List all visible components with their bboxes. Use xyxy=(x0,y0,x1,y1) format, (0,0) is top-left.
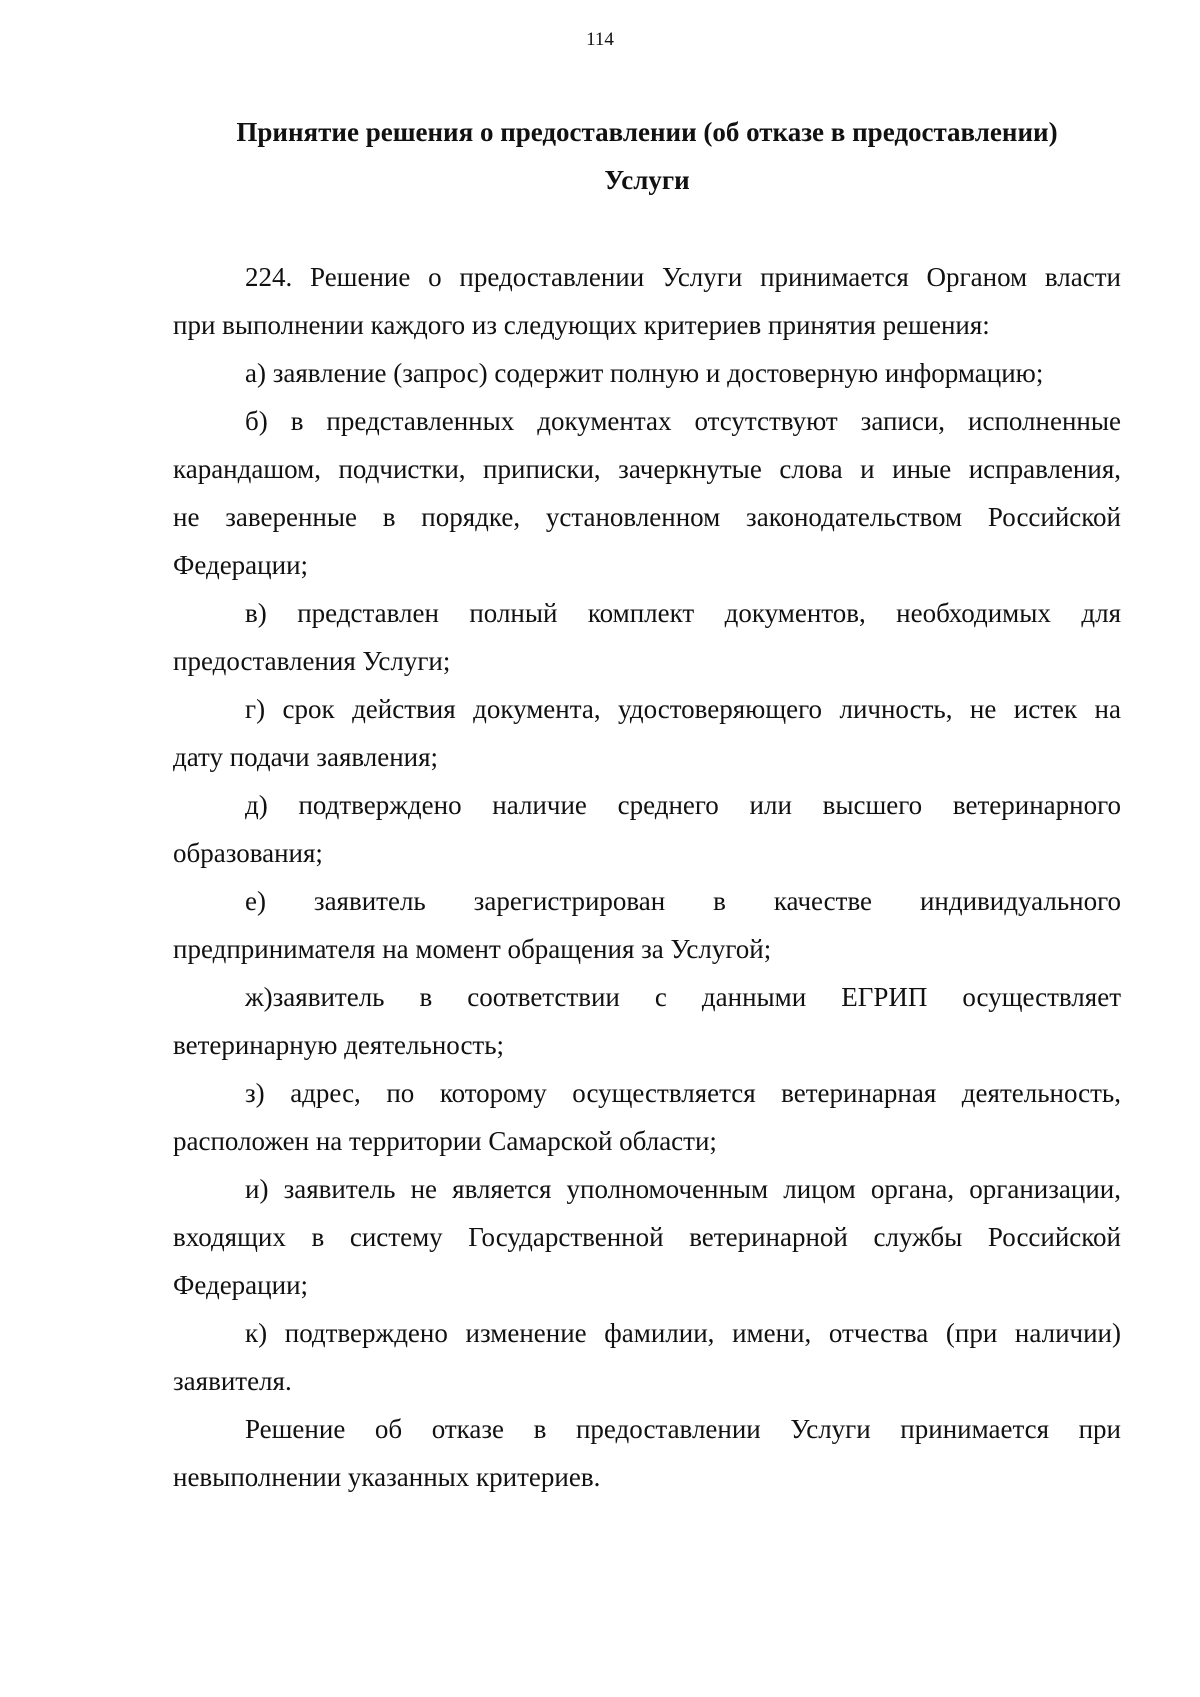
text-line: невыполнении указанных критериев. xyxy=(173,1462,601,1492)
text-line: ж)заявитель в соответствии с данными ЕГРИП осуществляет xyxy=(245,982,1121,1012)
text-line: дату подачи заявления; xyxy=(173,742,439,772)
text-line: Федерации; xyxy=(173,550,309,580)
criterion-i xyxy=(173,1165,1121,1309)
text-line: входящих в систему Государственной ветеринарной службы Российской xyxy=(173,1222,1121,1252)
text-line: и) заявитель не является уполномоченным лицом органа, организации, xyxy=(245,1174,1121,1204)
section-heading xyxy=(173,108,1121,204)
text-line: з) адрес, по которому осуществляется ветеринарная деятельность, xyxy=(245,1078,1121,1108)
text-line: г) срок действия документа, удостоверяющего личность, не истек на xyxy=(245,694,1121,724)
criterion-b xyxy=(173,397,1121,589)
text-line: 224. Решение о предоставлении Услуги принимается Органом власти xyxy=(245,262,1121,292)
criterion-g xyxy=(173,685,1121,781)
text-line: Решение об отказе в предоставлении Услуги принимается при xyxy=(245,1414,1121,1444)
text-line: к) подтверждено изменение фамилии, имени, отчества (при наличии) xyxy=(245,1318,1121,1348)
text-line: не заверенные в порядке, установленном законодательством Российской xyxy=(173,502,1121,532)
text-line: е) заявитель зарегистрирован в качестве индивидуального xyxy=(245,886,1121,916)
text-line: а) заявление (запрос) содержит полную и достоверную информацию; xyxy=(245,358,1044,388)
criterion-a xyxy=(173,349,1121,397)
text-line: карандашом, подчистки, приписки, зачеркнутые слова и иные исправления, xyxy=(173,454,1121,484)
text-line: Федерации; xyxy=(173,1270,309,1300)
document-body xyxy=(173,253,1121,1501)
criterion-zh xyxy=(173,973,1121,1069)
text-line: д) подтверждено наличие среднего или высшего ветеринарного xyxy=(245,790,1121,820)
text-line: б) в представленных документах отсутствуют записи, исполненные xyxy=(245,406,1121,436)
text-line: заявителя. xyxy=(173,1366,292,1396)
criterion-z xyxy=(173,1069,1121,1165)
section-heading-line-1: Принятие решения о предоставлении (об отказе в предоставлении) xyxy=(236,117,1058,147)
criterion-v xyxy=(173,589,1121,685)
text-line: в) представлен полный комплект документов, необходимых для xyxy=(245,598,1121,628)
refusal-paragraph xyxy=(173,1405,1121,1501)
text-line: расположен на территории Самарской области; xyxy=(173,1126,717,1156)
criterion-d xyxy=(173,781,1121,877)
text-line: предоставления Услуги; xyxy=(173,646,451,676)
page-number: 114 xyxy=(586,29,614,50)
text-line: при выполнении каждого из следующих критериев принятия решения: xyxy=(173,310,990,340)
text-line: предпринимателя на момент обращения за Услугой; xyxy=(173,934,772,964)
section-heading-line-2: Услуги xyxy=(604,165,690,195)
criterion-e xyxy=(173,877,1121,973)
text-line: ветеринарную деятельность; xyxy=(173,1030,505,1060)
paragraph-224 xyxy=(173,253,1121,349)
text-line: образования; xyxy=(173,838,323,868)
criterion-k xyxy=(173,1309,1121,1405)
